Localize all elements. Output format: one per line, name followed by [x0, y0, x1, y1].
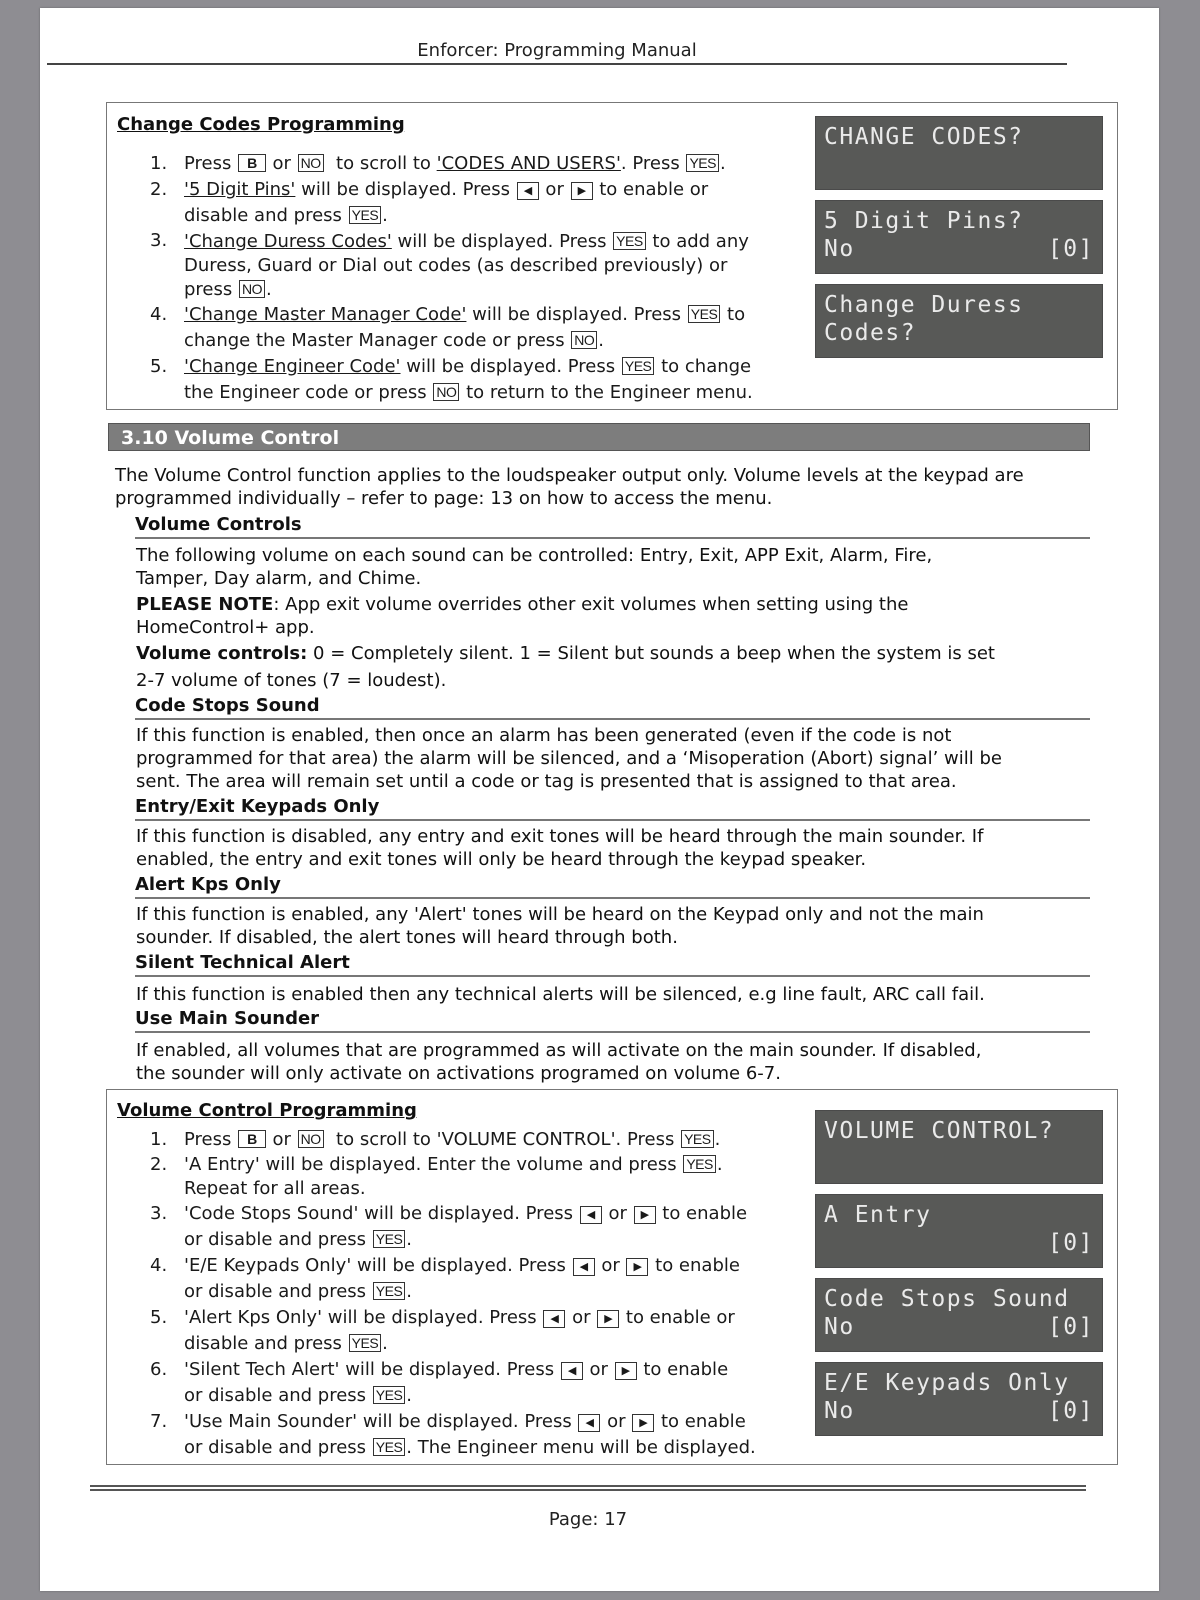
- yes-key-icon: YES: [349, 206, 382, 224]
- step-item: 1. Press B or NO to scroll to 'CODES AND USERS'. Press YES .: [150, 153, 726, 174]
- no-key-icon: NO: [571, 331, 597, 349]
- lcd-screen: VOLUME CONTROL?: [815, 1110, 1103, 1184]
- volume-controls-text: The following volume on each sound can be controlled: Entry, Exit, APP Exit, Alarm, Fire, Tamper, Day alarm, and Chime. PLEASE NOTE: App exit volume overrides other exit volumes when setting using the HomeControl+ app. Volume controls: 0 = Completely silent. 1 = Silent but sounds a beep when the system is set 2-7 volume of tones (7 = loudest).: [136, 545, 995, 691]
- lcd-screen: CHANGE CODES?: [815, 116, 1103, 190]
- step-item: 4. 'E/E Keypads Only' will be displayed. Press ◀ or ▶ to enable or disable and press YES .: [150, 1255, 740, 1302]
- step-item: 3. 'Change Duress Codes' will be displayed. Press YES to add any Duress, Guard or Dial out codes (as described previously) or press NO .: [150, 230, 749, 300]
- no-key-icon: NO: [239, 280, 265, 298]
- code-stops-heading: Code Stops Sound: [135, 694, 1090, 720]
- step-item: 3. 'Code Stops Sound' will be displayed. Press ◀ or ▶ to enable or disable and press YES .: [150, 1203, 748, 1250]
- left-arrow-key-icon: ◀: [561, 1362, 583, 1380]
- change-codes-steps: [118, 151, 798, 406]
- step-item: 7. 'Use Main Sounder' will be displayed. Press ◀ or ▶ to enable or disable and press YES . The Engineer menu will be displayed.: [150, 1411, 756, 1458]
- section-heading: 3.10 Volume Control: [108, 423, 1090, 451]
- right-arrow-key-icon: ▶: [632, 1414, 654, 1432]
- yes-key-icon: YES: [373, 1230, 406, 1248]
- yes-key-icon: YES: [373, 1386, 406, 1404]
- step-item: 5. 'Alert Kps Only' will be displayed. Press ◀ or ▶ to enable or disable and press YES .: [150, 1307, 735, 1354]
- right-arrow-key-icon: ▶: [597, 1310, 619, 1328]
- left-arrow-key-icon: ◀: [573, 1258, 595, 1276]
- running-header: Enforcer: Programming Manual: [47, 40, 1067, 65]
- page-number: Page: 17: [548, 1509, 628, 1530]
- left-arrow-key-icon: ◀: [578, 1414, 600, 1432]
- yes-key-icon: YES: [373, 1438, 406, 1456]
- b-key-icon: B: [238, 1130, 266, 1148]
- entry-exit-text: If this function is disabled, any entry and exit tones will be heard through the main sounder. If enabled, the entry and exit tones will only be heard through the keypad speaker.: [136, 826, 984, 870]
- step-item: 2. '5 Digit Pins' will be displayed. Press ◀ or ▶ to enable or disable and press YES .: [150, 179, 709, 226]
- main-sounder-text: If enabled, all volumes that are programmed as will activate on the main sounder. If disabled, the sounder will only activate on activations programed on volume 6-7.: [136, 1040, 982, 1084]
- code-stops-text: If this function is enabled, then once an alarm has been generated (even if the code is not programmed for that area) the alarm will be silenced, and a ‘Misoperation (Abort) signal’ will be sent. The area will remain set until a code or tag is presented that is assigned to that area.: [136, 725, 1002, 792]
- step-item: 2. 'A Entry' will be displayed. Enter the volume and press YES . Repeat for all areas.: [150, 1154, 723, 1199]
- yes-key-icon: YES: [683, 1155, 716, 1173]
- volume-programming-title: Volume Control Programming: [117, 1100, 417, 1121]
- yes-key-icon: YES: [349, 1334, 382, 1352]
- no-key-icon: NO: [298, 154, 324, 172]
- b-key-icon: B: [238, 154, 266, 172]
- silent-tech-text: If this function is enabled then any technical alerts will be silenced, e.g line fault, ARC call fail.: [136, 984, 985, 1005]
- yes-key-icon: YES: [373, 1282, 406, 1300]
- lcd-screen: Code Stops Sound No [0]: [815, 1278, 1103, 1352]
- volume-controls-heading: Volume Controls: [135, 513, 1090, 539]
- yes-key-icon: YES: [681, 1130, 714, 1148]
- change-codes-lcd-screens: [815, 116, 1103, 368]
- yes-key-icon: YES: [622, 357, 655, 375]
- lcd-screen: 5 Digit Pins? No [0]: [815, 200, 1103, 274]
- yes-key-icon: YES: [613, 232, 646, 250]
- yes-key-icon: YES: [688, 305, 721, 323]
- alert-kps-text: If this function is enabled, any 'Alert' tones will be heard on the Keypad only and not the main sounder. If disabled, the alert tones will heard through both.: [136, 904, 984, 948]
- right-arrow-key-icon: ▶: [615, 1362, 637, 1380]
- left-arrow-key-icon: ◀: [517, 182, 539, 200]
- alert-kps-heading: Alert Kps Only: [135, 873, 1090, 899]
- no-key-icon: NO: [433, 383, 459, 401]
- main-sounder-heading: Use Main Sounder: [135, 1007, 1090, 1033]
- right-arrow-key-icon: ▶: [571, 182, 593, 200]
- left-arrow-key-icon: ◀: [543, 1310, 565, 1328]
- volume-programming-steps: [118, 1127, 798, 1461]
- lcd-screen: A Entry [0]: [815, 1194, 1103, 1268]
- left-arrow-key-icon: ◀: [580, 1206, 602, 1224]
- entry-exit-heading: Entry/Exit Keypads Only: [135, 795, 1090, 821]
- step-item: 1. Press B or NO to scroll to 'VOLUME CONTROL'. Press YES .: [150, 1129, 721, 1150]
- step-item: 6. 'Silent Tech Alert' will be displayed. Press ◀ or ▶ to enable or disable and press YES .: [150, 1359, 729, 1406]
- yes-key-icon: YES: [686, 154, 719, 172]
- change-codes-title: Change Codes Programming: [117, 114, 405, 135]
- step-item: 5. 'Change Engineer Code' will be displayed. Press YES to change the Engineer code or press NO to return to the Engineer menu.: [150, 356, 753, 403]
- silent-tech-heading: Silent Technical Alert: [135, 951, 1090, 977]
- step-item: 4. 'Change Master Manager Code' will be displayed. Press YES to change the Master Manager code or press NO .: [150, 304, 746, 351]
- lcd-screen: Change Duress Codes?: [815, 284, 1103, 358]
- footer-rule: [90, 1485, 1086, 1491]
- intro-text: The Volume Control function applies to the loudspeaker output only. Volume levels at the keypad are programmed individually – refer to page: 13 on how to access the menu.: [115, 465, 1024, 509]
- right-arrow-key-icon: ▶: [626, 1258, 648, 1276]
- no-key-icon: NO: [298, 1130, 324, 1148]
- lcd-screen: E/E Keypads Only No [0]: [815, 1362, 1103, 1436]
- right-arrow-key-icon: ▶: [634, 1206, 656, 1224]
- volume-lcd-screens: [815, 1110, 1103, 1446]
